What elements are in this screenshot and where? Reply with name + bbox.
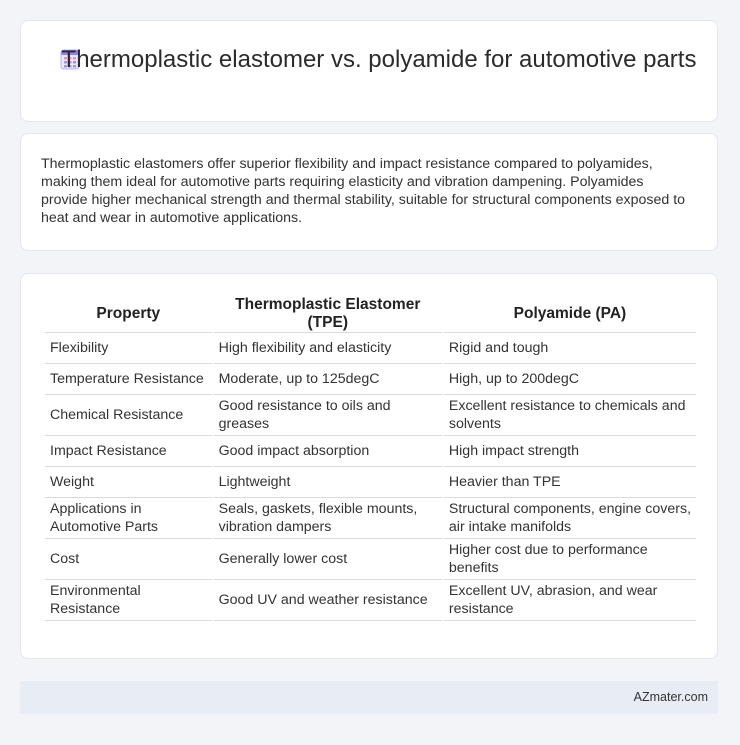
table-cell: Moderate, up to 125degC [214,364,442,395]
header-tpe: Thermoplastic Elastomer (TPE) [214,294,442,333]
table-cell: Structural components, engine covers, air intake manifolds [444,498,696,539]
table-cell: Weight [45,467,212,498]
comparison-table-card [20,273,718,659]
table-cell: Rigid and tough [444,333,696,364]
table-row [45,333,696,364]
table-cell: High, up to 200degC [444,364,696,395]
table-cell: Chemical Resistance [45,395,212,436]
table-cell: Lightweight [214,467,442,498]
table-header-row [45,294,696,333]
table-cell: Temperature Resistance [45,364,212,395]
summary-text: Thermoplastic elastomers offer superior flexibility and impact resistance compared to polyamides, making them ideal for automotive parts requiring elasticity and vibration dampening. Polyamides provide higher mechanical strength and thermal stability, suitable for structural components exposed to heat and wear in automotive applications. [41,156,686,226]
table-cell: High flexibility and elasticity [214,333,442,364]
summary-card [20,133,718,251]
table-cell: Applications in Automotive Parts [45,498,212,539]
table-cell: Environmental Resistance [45,580,212,621]
title-card [20,20,718,122]
table-cell: High impact strength [444,436,696,467]
header-property: Property [45,294,212,333]
table-cell: Higher cost due to performance benefits [444,539,696,580]
table-cell: Good UV and weather resistance [214,580,442,621]
table-cell: Good impact absorption [214,436,442,467]
table-row [45,498,696,539]
comparison-table [43,294,698,621]
table-row [45,580,696,621]
footer-brand-link[interactable]: AZmater.com [633,690,708,704]
table-cell: Excellent resistance to chemicals and solvents [444,395,696,436]
table-cell: Cost [45,539,212,580]
table-row [45,395,696,436]
table-row [45,436,696,467]
table-cell: Excellent UV, abrasion, and wear resistance [444,580,696,621]
page-title: Thermoplastic elastomer vs. polyamide for automotive parts [61,46,697,73]
table-row [45,467,696,498]
table-row [45,364,696,395]
table-cell: Seals, gaskets, flexible mounts, vibration dampers [214,498,442,539]
footer-bar [20,681,718,714]
table-cell: Impact Resistance [45,436,212,467]
table-cell: Good resistance to oils and greases [214,395,442,436]
table-cell: Generally lower cost [214,539,442,580]
table-row [45,539,696,580]
table-cell: Heavier than TPE [444,467,696,498]
table-cell: Flexibility [45,333,212,364]
header-pa: Polyamide (PA) [444,294,696,333]
